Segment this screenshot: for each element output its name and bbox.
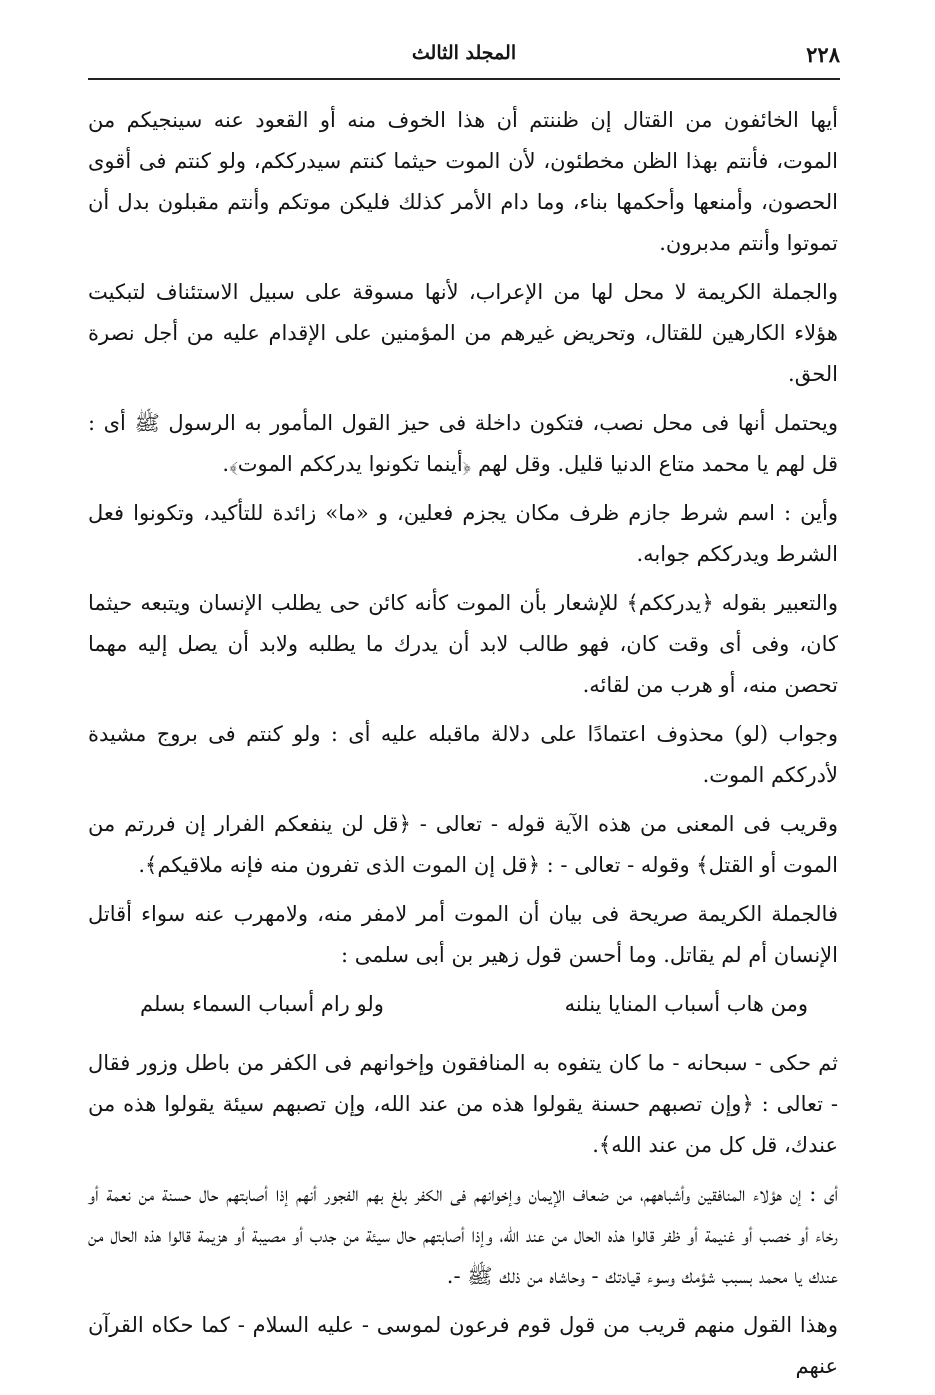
poetry-verse bbox=[88, 984, 838, 1025]
verse-second-hemistich: ولو رام أسباب السماء بسلم bbox=[140, 992, 384, 1016]
verse-first-hemistich: ومن هاب أسباب المنايا ينلنه bbox=[564, 992, 808, 1016]
body-text bbox=[88, 100, 838, 1395]
paragraph: فالجملة الكريمة صريحة فى بيان أن الموت أمر لامفر منه، ولامهرب عنه سواء أقاتل الإنسان أم لم يقاتل. وما أحسن قول زهير بن أبى سلمى : bbox=[88, 902, 838, 967]
page-header bbox=[88, 40, 840, 80]
paragraph: وجواب (لو) محذوف اعتمادًا على دلالة ماقبله عليه أى : ولو كنتم فى بروج مشيدة لأدرككم الموت. bbox=[88, 722, 838, 787]
running-title: المجلد الثالث bbox=[411, 42, 517, 64]
paragraph: والتعبير بقوله ﴿يدرككم﴾ للإشعار بأن الموت كأنه كائن حى يطلب الإنسان ويتبعه حيثما كان، وفى أى وقت كان، فهو طالب لابد أن يدرك ما يطلبه ولابد أن يصل إليه مهما تحصن منه، أو هرب من لقائه. bbox=[88, 591, 838, 697]
paragraph: أيها الخائفون من القتال إن ظننتم أن هذا الخوف منه أو القعود عنه سينجيكم من الموت، فأنتم بهذا الظن مخطئون، لأن الموت حيثما كنتم سيدرككم، ولو كنتم فى أقوى الحصون، وأمنعها وأحكمها بناء، وما دام الأمر كذلك فليكن موتكم وأنتم مقبلون بدل أن تموتوا وأنتم مدبرون. bbox=[88, 108, 838, 255]
paragraph: وقريب فى المعنى من هذه الآية قوله - تعالى - ﴿قل لن ينفعكم الفرار إن فررتم من الموت أو القتل﴾ وقوله - تعالى - : ﴿قل إن الموت الذى تفرون منه فإنه ملاقيكم﴾. bbox=[88, 812, 838, 877]
page-number: ٢٢٨ bbox=[806, 42, 840, 67]
paragraph: ويحتمل أنها فى محل نصب، فتكون داخلة فى حيز القول المأمور به الرسول ﷺ أى : قل لهم يا محمد متاع الدنيا قليل. وقل لهم ﴿أينما تكونوا يدرككم الموت﴾. bbox=[88, 411, 838, 476]
paragraph: وأين : اسم شرط جازم ظرف مكان يجزم فعلين، و «ما» زائدة للتأكيد، وتكونوا فعل الشرط ويدرككم جوابه. bbox=[88, 501, 838, 566]
paragraph: وهذا القول منهم قريب من قول قوم فرعون لموسى - عليه السلام - كما حكاه القرآن عنهم bbox=[88, 1313, 838, 1378]
paragraph: والجملة الكريمة لا محل لها من الإعراب، لأنها مسوقة على سبيل الاستئناف لتبكيت هؤلاء الكارهين للقتال، وتحريض غيرهم من المؤمنين على الإقدام عليه من أجل نصرة الحق. bbox=[88, 280, 838, 386]
paragraph: ثم حكى - سبحانه - ما كان يتفوه به المنافقون وإخوانهم فى الكفر من باطل وزور فقال - تعالى : ﴿وإن تصبهم حسنة يقولوا هذه من عند الله، وإن تصبهم سيئة يقولوا هذه من عندك، قل كل من عند الله﴾. bbox=[88, 1051, 838, 1157]
header-rule bbox=[88, 78, 840, 80]
paragraph: أى : إن هؤلاء المنافقين وأشباههم، من ضعاف الإيمان وإخوانهم فى الكفر بلغ بهم الفجور أنهم إذا أصابتهم حال حسنة من نعمة أو رخاء أو خصب أو غنيمة أو ظفر قالوا هذه الحال من عند الله، وإذا أصابتهم حال سيئة من جدب أو مصيبة أو هزيمة قالوا هذه الحال من عندك يا محمد بسبب شؤمك وسوء قيادتك - وحاشاه من ذلك ﷺ -. bbox=[88, 1182, 838, 1288]
